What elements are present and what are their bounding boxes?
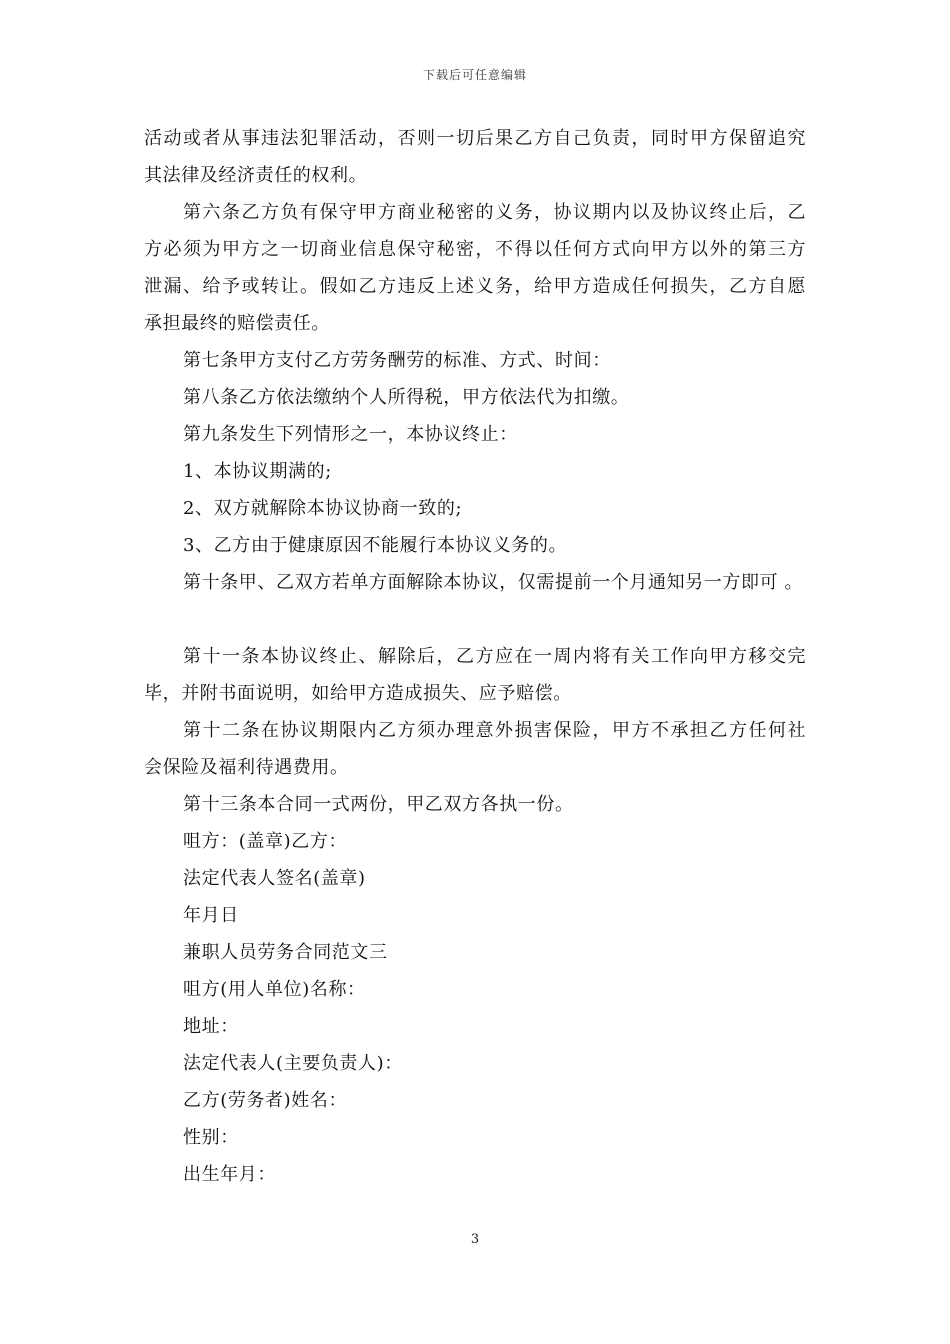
- clause-12: 第十二条在协议期限内乙方须办理意外损害保险，甲方不承担乙方任何社: [183, 720, 807, 741]
- text-line: 会保险及福利待遇费用。: [144, 757, 349, 778]
- list-item-3: 3、乙方由于健康原因不能履行本协议义务的。: [183, 535, 568, 556]
- section-title: 兼职人员劳务合同范文三: [183, 942, 388, 963]
- text-line: 承担最终的赔偿责任。: [144, 313, 330, 334]
- representative-signature-line: 法定代表人签名(盖章): [183, 868, 366, 889]
- text-line: 活动或者从事违法犯罪活动，否则一切后果乙方自己负责，同时甲方保留追究: [144, 128, 807, 149]
- text-line: 方必须为甲方之一切商业信息保守秘密，不得以任何方式向甲方以外的第三方: [144, 239, 807, 260]
- party-a-seal-line: 咀方：(盖章)乙方：: [183, 831, 348, 852]
- legal-representative-field: 法定代表人(主要负责人)：: [183, 1053, 403, 1074]
- gender-field: 性别：: [183, 1127, 239, 1148]
- clause-11: 第十一条本协议终止、解除后，乙方应在一周内将有关工作向甲方移交完: [183, 646, 807, 667]
- address-field: 地址：: [183, 1016, 239, 1037]
- page-number: 3: [470, 1232, 480, 1247]
- clause-6: 第六条乙方负有保守甲方商业秘密的义务，协议期内以及协议终止后，乙: [183, 202, 807, 223]
- page-header: 下载后可任意编辑: [422, 68, 527, 82]
- text-line: 毕，并附书面说明，如给甲方造成损失、应予赔偿。: [144, 683, 572, 704]
- clause-13: 第十三条本合同一式两份，甲乙双方各执一份。: [183, 794, 574, 815]
- employer-name-field: 咀方(用人单位)名称：: [183, 979, 366, 1000]
- worker-name-field: 乙方(劳务者)姓名：: [183, 1090, 348, 1111]
- text-line: 其法律及经济责任的权利。: [144, 165, 368, 186]
- text-line: 泄漏、给予或转让。假如乙方违反上述义务，给甲方造成任何损失，乙方自愿: [144, 276, 807, 297]
- date-line: 年月日: [183, 905, 239, 926]
- list-item-2: 2、双方就解除本协议协商一致的;: [183, 498, 463, 519]
- birth-date-field: 出生年月：: [183, 1164, 276, 1185]
- clause-8: 第八条乙方依法缴纳个人所得税，甲方依法代为扣缴。: [183, 387, 630, 408]
- clause-10: 第十条甲、乙双方若单方面解除本协议，仅需提前一个月通知另一方即可 。: [183, 572, 804, 593]
- list-item-1: 1、本协议期满的;: [183, 461, 332, 482]
- clause-9: 第九条发生下列情形之一，本协议终止：: [183, 424, 518, 445]
- document-body: [144, 120, 824, 1193]
- clause-7: 第七条甲方支付乙方劳务酬劳的标准、方式、时间：: [183, 350, 611, 371]
- paragraph-gap: [144, 601, 824, 638]
